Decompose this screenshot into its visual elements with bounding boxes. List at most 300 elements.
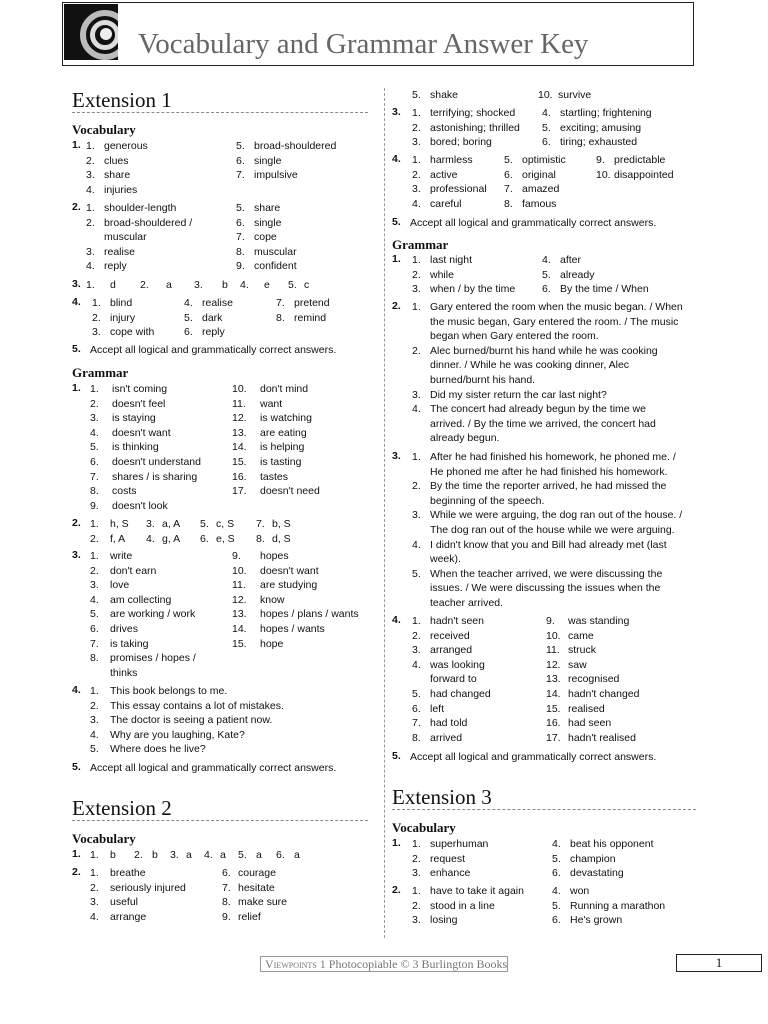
answer-cell: thinks [110,666,138,679]
footer-photocopiable: Photocopiable [328,957,398,971]
answer-cell: cope with [110,326,155,339]
answer-cell: When the teacher arrived, we were discussing the [430,567,663,580]
answer-cell: 13. [232,426,247,439]
exercise-number: 3. [392,106,401,118]
answer-cell: amazed [522,183,560,196]
exercise-number: 5. [392,750,401,762]
answer-cell: This essay contains a lot of mistakes. [110,699,284,712]
answer-cell: 6. [542,283,551,296]
answer-cell: want [260,397,283,410]
answer-cell: forward to [430,673,477,686]
answer-cell: isn't coming [112,383,168,395]
answer-cell: the music began, Gary entered the room. / The music [430,315,679,328]
answer-cell: began when Gary entered the room. [430,330,599,343]
answer-cell: startling; frightening [560,107,652,119]
answer-cell: 5. [412,688,421,700]
answer-cell: 3. [412,283,421,296]
answer-cell: 3. [90,714,99,727]
answer-cell: write [110,550,133,562]
answer-cell: share [104,169,131,182]
answer-cell: e [264,279,270,291]
answer-cell: single [254,216,282,229]
answer-cell: 4. [542,107,551,119]
answer-cell: 7. [276,297,285,309]
answer-cell: don't earn [110,564,157,577]
answer-cell: are eating [260,426,307,439]
answer-cell: 5. [238,849,247,861]
answer-cell: 1. [412,154,421,166]
answer-cell: d [110,279,116,291]
answer-cell: 6. [90,623,99,635]
answer-cell: 9. [232,550,241,562]
answer-cell: recognised [568,673,620,686]
answer-cell: By the time the reporter arrived, he had missed the [430,480,667,493]
exercise-number: 2. [392,300,401,312]
answer-cell: had seen [568,717,612,730]
answer-cell: 3. [90,579,99,592]
answer-cell: 1. [86,202,95,214]
answer-cell: last night [430,254,473,266]
answer-cell: 4. [412,658,421,671]
answer-cell: make sure [238,896,288,909]
answer-cell: doesn't feel [112,397,166,410]
answer-cell: muscular [104,231,147,244]
answer-cell: Did my sister return the car last night? [430,388,607,401]
answer-cell: 8. [412,731,421,744]
answer-cell: a [294,849,300,861]
answer-cell: 12. [232,593,247,606]
answer-cell: b [110,849,116,861]
answer-cell: had told [430,717,468,730]
answer-cell: doesn't look [112,499,168,512]
answer-cell: cope [254,231,277,244]
answer-cell: The concert had already begun by the time we [430,403,646,416]
heading-rule [72,112,368,113]
answer-cell: doesn't want [260,564,319,577]
answer-cell: 14. [546,688,561,700]
answer-cell: 1. [90,383,99,395]
answer-cell: is helping [260,441,305,454]
answer-cell: 7. [412,717,421,730]
answer-cell: teacher arrived. [430,597,503,609]
answer-cell: 5. [200,518,209,530]
answer-cell: is taking [110,637,149,650]
answer-cell: 9. [90,499,99,512]
answer-cell: stood in a line [430,899,495,912]
answer-cell: 3. [412,183,421,196]
answer-cell: 9. [596,154,605,166]
answer-cell: 10. [232,564,247,577]
answer-cell: 8. [256,532,265,545]
heading-rule [72,820,368,821]
answer-cell: have to take it again [430,885,524,897]
answer-cell: astonishing; thrilled [430,121,520,134]
answer-cell: 1. [90,849,99,861]
answer-cell: hadn't seen [430,615,484,627]
answer-cell: 4. [542,254,551,266]
answer-cell: 4. [412,403,421,416]
answer-cell: 7. [256,518,265,530]
answer-cell: 4. [90,910,99,923]
answer-cell: 9. [546,615,555,627]
answer-cell: 8. [90,652,99,665]
answer-cell: 1. [412,254,421,266]
answer-cell: injuries [104,183,138,196]
answer-cell: 7. [222,881,231,894]
answer-cell: 2. [412,852,421,865]
answer-cell: hadn't changed [568,688,640,700]
answer-cell: a [186,849,192,861]
answer-cell: arrived. / By the time we arrived, the concert had [430,417,656,430]
answer-cell: beginning of the speech. [430,494,545,507]
answer-cell: 1. [412,838,421,850]
answer-cell: 2. [90,397,99,410]
answer-cell: This book belongs to me. [110,685,228,697]
answer-cell: b, S [272,518,291,530]
exercise-number: 1. [392,837,401,849]
answer-cell: 1. [412,885,421,897]
answer-cell: 7. [90,637,99,650]
answer-cell: 3. [170,849,179,861]
answer-cell: 1. [86,140,95,152]
answer-cell: 6. [542,136,551,149]
answer-cell: 6. [504,168,513,181]
answer-cell: are studying [260,579,318,592]
answer-cell: 6. [552,914,561,927]
answer-cell: 1. [92,297,101,309]
answer-cell: devastating [570,867,624,880]
answer-cell: 6. [552,867,561,880]
answer-cell: share [254,202,281,214]
answer-cell: 4. [86,260,95,273]
answer-cell: 2. [134,849,143,861]
answer-cell: 15. [232,637,247,650]
answer-cell: 10. [546,629,561,642]
answer-cell: 5. [412,567,421,580]
answer-cell: 2. [92,311,101,324]
answer-cell: Alec burned/burnt his hand while he was cooking [430,344,658,357]
answer-cell: impulsive [254,169,298,182]
answer-cell: 4. [412,197,421,210]
answer-cell: active [430,168,458,181]
answer-cell: famous [522,197,557,210]
answer-cell: 4. [146,532,155,545]
answer-cell: hopes [260,550,289,562]
answer-cell: request [430,852,466,865]
answer-cell: 3. [412,388,421,401]
answer-cell: 4. [90,593,99,606]
answer-cell: shoulder-length [104,202,177,214]
answer-cell: professional [430,183,487,196]
answer-cell: already begun. [430,432,500,445]
answer-cell: 6. [276,849,285,861]
answer-cell: hopes / plans / wants [260,608,359,621]
answer-cell: was standing [568,615,630,627]
answer-cell: 4. [412,538,421,551]
answer-cell: costs [112,485,137,498]
answer-cell: a [220,849,226,861]
answer-cell: relief [238,910,261,923]
answer-cell: doesn't need [260,485,320,498]
answer-cell: I didn't know that you and Bill had already met (last [430,538,667,551]
section-title: Vocabulary [392,820,456,835]
answer-cell: 1. [412,615,421,627]
answer-cell: broad-shouldered / [104,216,193,229]
answer-cell: 1. [412,301,421,313]
answer-cell: 7. [90,470,99,483]
answer-cell: came [568,629,594,642]
answer-cell: single [254,154,282,167]
answer-cell: was looking [430,658,485,671]
answer-cell: 5. [288,279,297,291]
answer-cell: After he had finished his homework, he phoned me. / [430,451,676,463]
answer-cell: realise [104,245,135,258]
answer-cell: 5. [542,121,551,134]
exercise-number: 5. [392,216,401,228]
answer-cell: 1. [86,279,95,291]
answer-cell: had changed [430,688,491,700]
answer-cell: By the time / When [560,283,649,296]
answer-cell: 8. [222,896,231,909]
answer-cell: Accept all logical and grammatically correct answers. [90,344,337,356]
answer-cell: 2. [412,268,421,281]
extension-heading: Extension 1 [72,88,172,112]
answer-cell: arrange [110,910,147,923]
section-title: Grammar [72,365,129,380]
answer-cell: won [570,885,590,897]
answer-cell: realised [568,702,605,715]
answer-cell: know [260,593,285,606]
answer-cell: clues [104,154,129,167]
answer-cell: 4. [552,838,561,850]
answer-cell: 3. [92,326,101,339]
section-title: Vocabulary [72,831,136,846]
answer-cell: when / by the time [430,283,516,296]
logo-icon [64,4,118,60]
answer-cell: survive [558,89,592,101]
answer-cell: confident [254,260,297,273]
answer-cell: 2. [140,279,149,291]
answer-cell: promises / hopes / [110,652,196,665]
answer-cell: 2. [412,168,421,181]
answer-cell: 6. [222,867,231,879]
answer-cell: arranged [430,644,473,657]
answer-cell: champion [570,852,616,865]
section-title: Grammar [392,237,449,252]
answer-cell: realise [202,297,233,309]
answer-cell: a [166,279,172,291]
answer-cell: 7. [236,231,245,244]
answer-cell: muscular [254,245,297,258]
column-divider [384,88,385,938]
answer-cell: dinner. / While he was cooking dinner, Alec [430,359,630,372]
footer-copyright: © 3 Burlington Books [400,957,508,971]
answer-cell: seriously injured [110,881,186,894]
answer-cell: 4. [240,279,249,291]
answer-cell: 3. [86,245,95,258]
answer-cell: 17. [546,731,561,744]
answer-cell: received [430,629,470,642]
answer-cell: 10. [232,383,247,395]
answer-cell: already [560,268,595,281]
answer-cell: predictable [614,154,666,166]
answer-cell: 3. [412,914,421,927]
answer-cell: c, S [216,518,235,530]
answer-cell: 3. [412,136,421,149]
answer-cell: harmless [430,154,473,166]
answer-cell: hopes / wants [260,623,325,635]
answer-cell: 3. [412,509,421,522]
answer-cell: 11. [232,397,246,410]
answer-cell: 2. [412,121,421,134]
answer-cell: 2. [90,564,99,577]
exercise-number: 4. [72,296,81,308]
answer-cell: 15. [232,456,247,468]
answer-cell: 6. [236,154,245,167]
answer-cell: 6. [200,532,209,545]
answer-cell: c [304,279,310,291]
answer-cell: dark [202,311,223,324]
exercise-number: 2. [392,884,401,896]
answer-cell: 2. [86,216,95,229]
answer-cell: struck [568,644,597,657]
answer-cell: tiring; exhausted [560,136,638,149]
answer-cell: don't mind [260,383,309,395]
answer-cell: 5. [236,202,245,214]
answer-cell: are working / work [110,608,196,621]
answer-cell: issues. / We were discussing the issues when the [430,582,661,595]
answer-cell: saw [568,658,587,671]
answer-cell: exciting; amusing [560,121,642,134]
answer-cell: 9. [222,910,231,923]
answer-cell: 2. [90,881,99,894]
answer-cell: burned/burnt his hand. [430,374,536,386]
extension-heading: Extension 3 [392,785,492,809]
answer-cell: 3. [90,896,99,909]
answer-cell: useful [110,896,139,909]
answer-cell: 5. [90,743,99,756]
answer-cell: 3. [86,169,95,182]
answer-cell: 8. [504,197,513,210]
answer-cell: Gary entered the room when the music began. / When [430,301,683,313]
answer-cell: 13. [232,608,247,621]
answer-cell: 5. [504,154,513,166]
answer-cell: 5. [236,140,245,152]
answer-cell: 5. [542,268,551,281]
exercise-number: 1. [72,848,81,860]
answer-cell: 1. [412,107,421,119]
answer-cell: 5. [90,608,99,621]
answer-cell: 14. [232,623,247,635]
answer-cell: careful [430,197,462,210]
answer-cell: 4. [204,849,213,861]
exercise-number: 4. [72,684,81,696]
exercise-number: 5. [72,761,81,773]
answer-cell: after [560,254,582,266]
answer-cell: beat his opponent [570,838,654,850]
exercise-number: 5. [72,343,81,355]
answer-cell: Accept all logical and grammatically correct answers. [90,762,337,774]
answer-cell: 16. [546,717,561,730]
answer-cell: Running a marathon [570,899,666,912]
answer-cell: bored; boring [430,136,492,149]
answer-cell: tastes [260,470,289,483]
answer-cell: b [222,279,228,291]
answer-cell: 1. [412,451,421,463]
answer-cell: losing [430,914,458,927]
answer-cell: He's grown [570,914,623,927]
page-number: 1 [676,954,762,972]
answer-cell: 3. [90,412,99,425]
answer-cell: disappointed [614,168,674,181]
answer-cell: 6. [90,456,99,468]
answer-cell: original [522,168,556,181]
answer-cell: reply [104,260,127,273]
answer-cell: doesn't want [112,426,171,439]
exercise-number: 2. [72,866,81,878]
answer-cell: 5. [552,899,561,912]
answer-cell: 3. [194,279,203,291]
answer-cell: 14. [232,441,247,454]
exercise-number: 4. [392,614,401,626]
answer-cell: superhuman [430,838,489,850]
answer-cell: The doctor is seeing a patient now. [110,714,273,727]
answer-cell: is thinking [112,441,159,454]
answer-cell: 13. [546,673,561,686]
answer-cell: 16. [232,470,247,483]
footer-credit [260,956,508,972]
answer-cell: 12. [232,412,247,425]
answer-cell: 8. [90,485,99,498]
answer-cell: love [110,579,130,592]
answer-cell: 7. [504,183,513,196]
answer-cell: 10. [538,89,553,101]
answer-cell: arrived [430,731,463,744]
page-title: Vocabulary and Grammar Answer Key [138,28,589,60]
exercise-number: 3. [392,450,401,462]
answer-cell: is tasting [260,456,302,468]
answer-cell: 3. [412,644,421,657]
exercise-number: 4. [392,153,401,165]
answer-cell: Where does he live? [110,743,206,756]
answer-cell: 1. [90,518,99,530]
answer-cell: g, A [162,532,181,545]
exercise-number: 2. [72,201,81,213]
answer-cell: 2. [90,532,99,545]
answer-cell: 7. [236,169,245,182]
answer-cell: 8. [276,311,285,324]
answer-cell: 2. [90,699,99,712]
exercise-number: 3. [72,549,81,561]
answer-cell: week). [430,553,461,566]
answer-cell: 15. [546,702,561,715]
answer-cell: shares / is sharing [112,470,198,483]
answer-cell: Accept all logical and grammatically correct answers. [410,751,657,763]
answer-cell: enhance [430,867,471,880]
exercise-number: 3. [72,278,81,290]
answer-cell: The dog ran out of the house while we were arguing. [430,524,675,536]
exercise-number: 1. [72,139,81,151]
answer-cell: 11. [232,579,246,592]
answer-cell: 11. [546,644,560,657]
answer-cell: courage [238,867,276,879]
answer-cell: 2. [412,344,421,357]
answer-cell: 1. [90,550,99,562]
answer-cell: 8. [236,245,245,258]
answer-cell: He phoned me after he had finished his homework. [430,465,668,478]
answer-cell: hadn't realised [568,731,636,744]
answer-cell: 9. [236,260,245,273]
